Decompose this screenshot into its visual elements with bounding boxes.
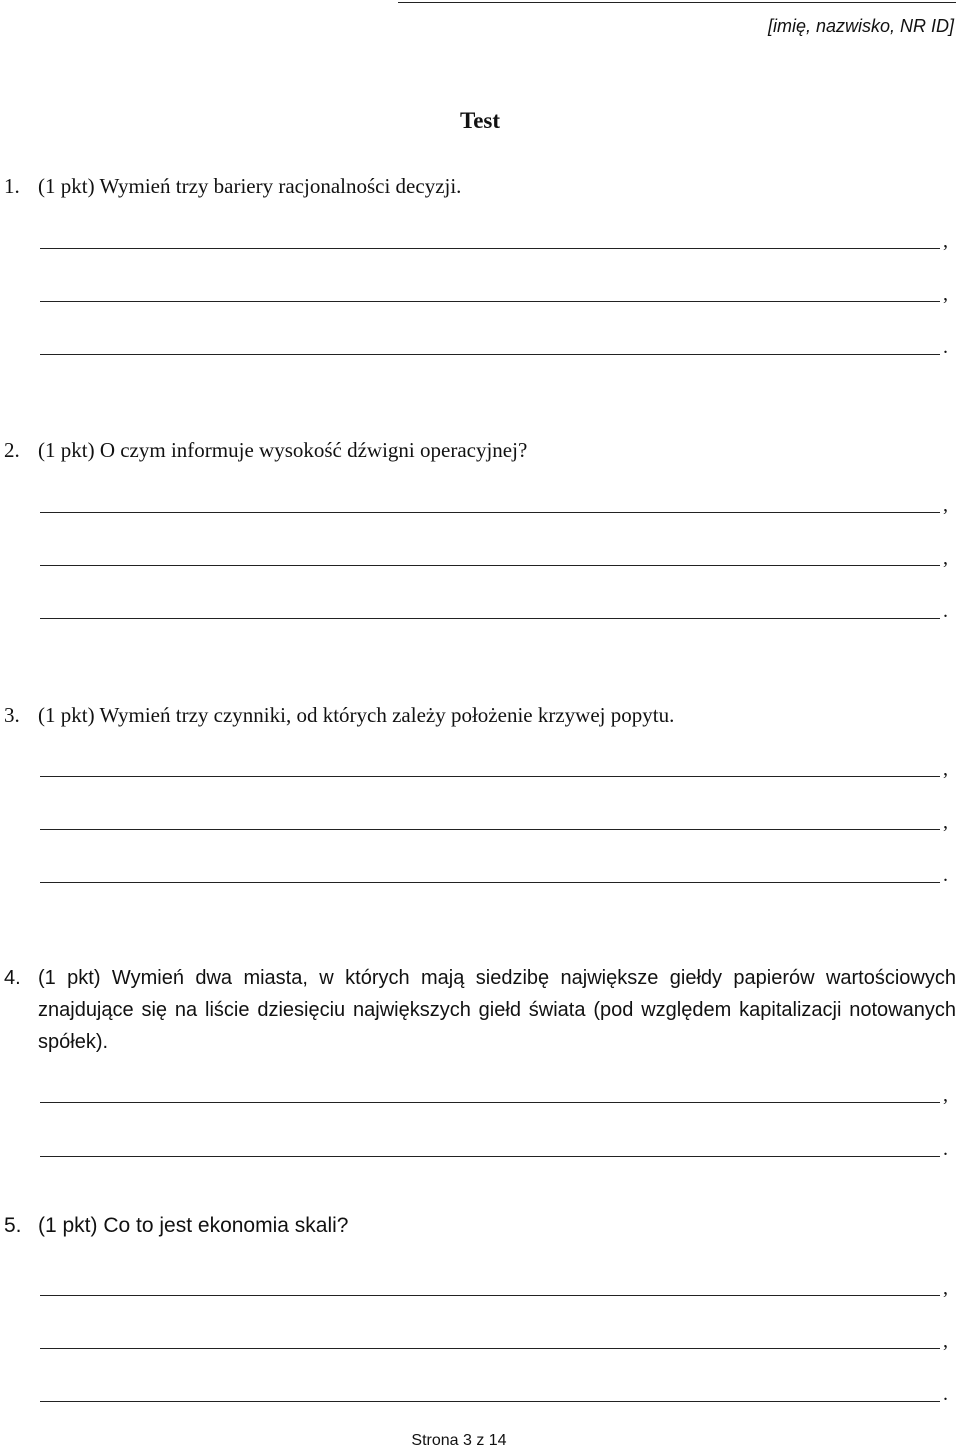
answer-line-punctuation: , <box>943 1277 948 1299</box>
question-4-number: 4. <box>4 967 21 989</box>
answer-line-punctuation: . <box>943 1383 948 1405</box>
answer-line[interactable] <box>40 1401 940 1402</box>
answer-line-punctuation: , <box>943 1084 948 1106</box>
answer-line[interactable] <box>40 776 940 777</box>
answer-line[interactable] <box>40 1102 940 1103</box>
answer-line-punctuation: . <box>943 600 948 622</box>
answer-line[interactable] <box>40 565 940 566</box>
page-number: Strona 3 z 14 <box>411 1432 507 1449</box>
question-5-text: (1 pkt) Co to jest ekonomia skali? <box>38 1214 349 1237</box>
question-3-text: (1 pkt) Wymień trzy czynniki, od których zależy położenie krzywej popytu. <box>38 703 675 727</box>
question-1-number: 1. <box>4 174 20 198</box>
question-1-text: (1 pkt) Wymień trzy bariery racjonalności decyzji. <box>38 174 462 198</box>
answer-line-punctuation: , <box>943 283 948 305</box>
answer-line-punctuation: , <box>943 1330 948 1352</box>
answer-line[interactable] <box>40 618 940 619</box>
question-5-number: 5. <box>4 1214 22 1237</box>
answer-line[interactable] <box>40 1156 940 1157</box>
answer-line-punctuation: , <box>943 494 948 516</box>
question-2-text: (1 pkt) O czym informuje wysokość dźwigni operacyjnej? <box>38 438 528 462</box>
answer-line-punctuation: , <box>943 547 948 569</box>
answer-line[interactable] <box>40 512 940 513</box>
question-4-text: (1 pkt) Wymień dwa miasta, w których mają siedzibę największe giełdy papierów wartościowych znajdujące się na liście dziesięciu największych giełd świata (pod względem kapitalizacji notowanych spółek). <box>38 967 956 1053</box>
answer-line[interactable] <box>40 301 940 302</box>
answer-line[interactable] <box>40 1348 940 1349</box>
answer-line[interactable] <box>40 829 940 830</box>
answer-line-punctuation: . <box>943 1138 948 1160</box>
header-rule <box>398 2 956 3</box>
answer-line-punctuation: , <box>943 758 948 780</box>
question-2-number: 2. <box>4 438 20 462</box>
answer-line-punctuation: , <box>943 230 948 252</box>
answer-line-punctuation: . <box>943 864 948 886</box>
answer-line[interactable] <box>40 1295 940 1296</box>
answer-line-punctuation: , <box>943 811 948 833</box>
answer-line[interactable] <box>40 354 940 355</box>
answer-line[interactable] <box>40 882 940 883</box>
student-id-label: [imię, nazwisko, NR ID] <box>767 16 954 36</box>
page-title: Test <box>459 108 501 133</box>
question-3-number: 3. <box>4 703 20 727</box>
answer-line-punctuation: . <box>943 336 948 358</box>
answer-line[interactable] <box>40 248 940 249</box>
